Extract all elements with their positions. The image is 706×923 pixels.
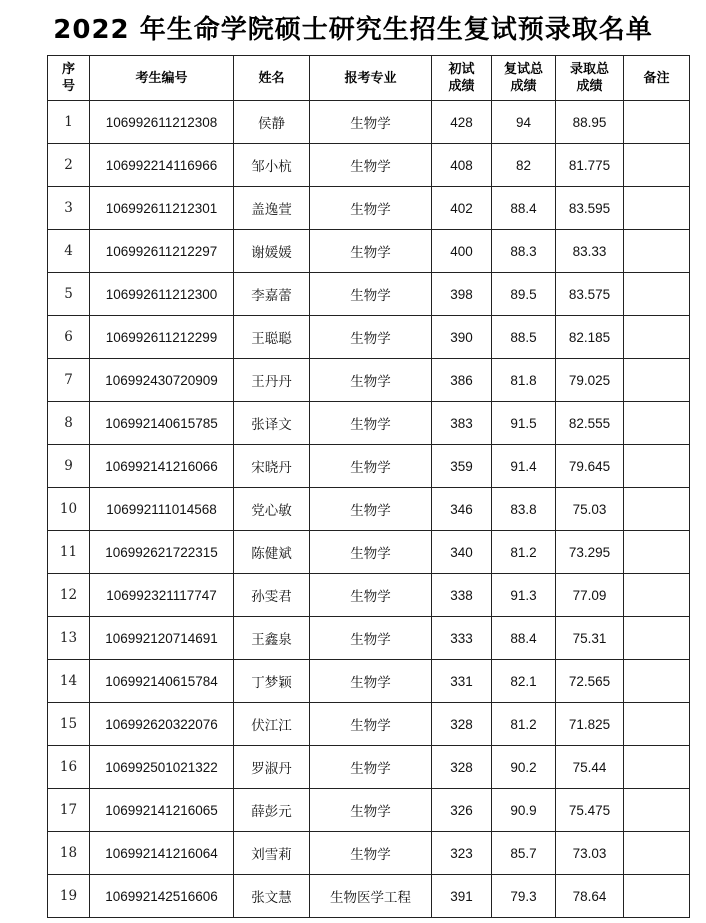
- cell-seq: 14: [48, 660, 90, 703]
- cell-retest-score: 90.9: [492, 789, 556, 832]
- cell-major: 生物学: [310, 230, 432, 273]
- cell-retest-score: 94: [492, 101, 556, 144]
- table-row: [48, 660, 690, 703]
- cell-seq: 15: [48, 703, 90, 746]
- cell-seq: 17: [48, 789, 90, 832]
- cell-final-score: 82.555: [556, 402, 624, 445]
- header-major-label: 报考专业: [344, 70, 397, 86]
- cell-final-score: 79.645: [556, 445, 624, 488]
- cell-retest-score: 88.4: [492, 187, 556, 230]
- header-retest-line-1: 复试总: [503, 62, 543, 77]
- cell-name: 王鑫泉: [234, 617, 310, 660]
- cell-remarks: [624, 187, 690, 230]
- cell-major: 生物学: [310, 746, 432, 789]
- cell-major: 生物学: [310, 574, 432, 617]
- cell-major: 生物学: [310, 445, 432, 488]
- cell-name: 刘雪莉: [234, 832, 310, 875]
- cell-name: 陈健斌: [234, 531, 310, 574]
- cell-remarks: [624, 101, 690, 144]
- cell-major: 生物学: [310, 703, 432, 746]
- header-name: [234, 56, 310, 101]
- cell-retest-score: 89.5: [492, 273, 556, 316]
- table-row: [48, 316, 690, 359]
- cell-final-score: 71.825: [556, 703, 624, 746]
- cell-initial-score: 346: [432, 488, 492, 531]
- header-exam-id: [90, 56, 234, 101]
- header-initial-line-1: 初试: [448, 62, 475, 77]
- cell-retest-score: 83.8: [492, 488, 556, 531]
- cell-seq: 7: [48, 359, 90, 402]
- header-retest-score: [492, 56, 556, 101]
- cell-major: 生物学: [310, 832, 432, 875]
- cell-retest-score: 88.3: [492, 230, 556, 273]
- cell-major: 生物学: [310, 617, 432, 660]
- header-initial-score: [432, 56, 492, 101]
- cell-seq: 3: [48, 187, 90, 230]
- cell-seq: 19: [48, 875, 90, 918]
- cell-name: 邹小杭: [234, 144, 310, 187]
- header-seq-line-1: 序: [61, 62, 75, 77]
- cell-exam-id: 106992214116966: [90, 144, 234, 187]
- cell-initial-score: 391: [432, 875, 492, 918]
- cell-exam-id: 106992620322076: [90, 703, 234, 746]
- header-name-label: 姓名: [258, 70, 285, 86]
- table-row: [48, 187, 690, 230]
- cell-retest-score: 81.2: [492, 703, 556, 746]
- cell-major: 生物学: [310, 660, 432, 703]
- cell-retest-score: 90.2: [492, 746, 556, 789]
- table-row: [48, 746, 690, 789]
- cell-retest-score: 82.1: [492, 660, 556, 703]
- cell-name: 王聪聪: [234, 316, 310, 359]
- cell-exam-id: 106992111014568: [90, 488, 234, 531]
- cell-remarks: [624, 316, 690, 359]
- table-row: [48, 832, 690, 875]
- header-remarks-label: 备注: [643, 70, 670, 86]
- cell-major: 生物学: [310, 144, 432, 187]
- cell-initial-score: 331: [432, 660, 492, 703]
- cell-initial-score: 323: [432, 832, 492, 875]
- cell-remarks: [624, 144, 690, 187]
- header-final-score: [556, 56, 624, 101]
- cell-exam-id: 106992611212300: [90, 273, 234, 316]
- cell-seq: 16: [48, 746, 90, 789]
- page-title: 2022 年生命学院硕士研究生招生复试预录取名单: [53, 15, 653, 45]
- cell-final-score: 72.565: [556, 660, 624, 703]
- table-row: [48, 273, 690, 316]
- cell-initial-score: 408: [432, 144, 492, 187]
- cell-initial-score: 340: [432, 531, 492, 574]
- cell-remarks: [624, 531, 690, 574]
- cell-name: 党心敏: [234, 488, 310, 531]
- table-row: [48, 789, 690, 832]
- table-body: [48, 101, 690, 918]
- cell-retest-score: 81.2: [492, 531, 556, 574]
- cell-seq: 12: [48, 574, 90, 617]
- cell-initial-score: 383: [432, 402, 492, 445]
- cell-remarks: [624, 789, 690, 832]
- header-retest-line-2: 成绩: [510, 79, 537, 94]
- cell-major: 生物学: [310, 101, 432, 144]
- cell-final-score: 75.03: [556, 488, 624, 531]
- table-row: [48, 230, 690, 273]
- table-row: [48, 703, 690, 746]
- header-major: [310, 56, 432, 101]
- cell-final-score: 83.575: [556, 273, 624, 316]
- cell-exam-id: 106992140615784: [90, 660, 234, 703]
- cell-exam-id: 106992430720909: [90, 359, 234, 402]
- cell-final-score: 73.03: [556, 832, 624, 875]
- cell-remarks: [624, 875, 690, 918]
- cell-initial-score: 338: [432, 574, 492, 617]
- table-header: [48, 56, 690, 101]
- header-seq-line-2: 号: [61, 79, 75, 94]
- table-row: [48, 488, 690, 531]
- cell-seq: 9: [48, 445, 90, 488]
- cell-major: 生物学: [310, 316, 432, 359]
- header-final-line-1: 录取总: [569, 62, 609, 77]
- cell-seq: 5: [48, 273, 90, 316]
- cell-retest-score: 91.5: [492, 402, 556, 445]
- cell-initial-score: 386: [432, 359, 492, 402]
- cell-initial-score: 359: [432, 445, 492, 488]
- cell-final-score: 77.09: [556, 574, 624, 617]
- cell-exam-id: 106992611212297: [90, 230, 234, 273]
- cell-remarks: [624, 617, 690, 660]
- header-exam-id-label: 考生编号: [135, 70, 188, 86]
- cell-initial-score: 328: [432, 703, 492, 746]
- cell-major: 生物医学工程: [310, 875, 432, 918]
- table-row: [48, 359, 690, 402]
- cell-major: 生物学: [310, 531, 432, 574]
- cell-retest-score: 81.8: [492, 359, 556, 402]
- cell-final-score: 75.44: [556, 746, 624, 789]
- table-row: [48, 531, 690, 574]
- table-row: [48, 875, 690, 918]
- header-row: [48, 56, 690, 101]
- cell-final-score: 75.31: [556, 617, 624, 660]
- cell-final-score: 78.64: [556, 875, 624, 918]
- cell-seq: 18: [48, 832, 90, 875]
- cell-name: 李嘉蕾: [234, 273, 310, 316]
- header-remarks: [624, 56, 690, 101]
- cell-exam-id: 106992140615785: [90, 402, 234, 445]
- cell-seq: 11: [48, 531, 90, 574]
- cell-exam-id: 106992611212301: [90, 187, 234, 230]
- cell-remarks: [624, 660, 690, 703]
- cell-major: 生物学: [310, 273, 432, 316]
- cell-remarks: [624, 273, 690, 316]
- cell-exam-id: 106992321117747: [90, 574, 234, 617]
- cell-remarks: [624, 488, 690, 531]
- cell-retest-score: 82: [492, 144, 556, 187]
- cell-seq: 4: [48, 230, 90, 273]
- header-initial-line-2: 成绩: [448, 79, 475, 94]
- cell-name: 伏江江: [234, 703, 310, 746]
- cell-initial-score: 398: [432, 273, 492, 316]
- cell-exam-id: 106992141216066: [90, 445, 234, 488]
- cell-retest-score: 79.3: [492, 875, 556, 918]
- cell-name: 薛彭元: [234, 789, 310, 832]
- table-row: [48, 445, 690, 488]
- cell-retest-score: 91.3: [492, 574, 556, 617]
- cell-final-score: 75.475: [556, 789, 624, 832]
- cell-initial-score: 333: [432, 617, 492, 660]
- cell-exam-id: 106992501021322: [90, 746, 234, 789]
- cell-final-score: 73.295: [556, 531, 624, 574]
- cell-exam-id: 106992611212299: [90, 316, 234, 359]
- cell-final-score: 83.33: [556, 230, 624, 273]
- cell-remarks: [624, 574, 690, 617]
- cell-final-score: 79.025: [556, 359, 624, 402]
- cell-final-score: 88.95: [556, 101, 624, 144]
- cell-remarks: [624, 359, 690, 402]
- cell-initial-score: 390: [432, 316, 492, 359]
- table-row: [48, 574, 690, 617]
- cell-name: 丁梦颖: [234, 660, 310, 703]
- cell-exam-id: 106992141216064: [90, 832, 234, 875]
- cell-seq: 13: [48, 617, 90, 660]
- cell-seq: 2: [48, 144, 90, 187]
- cell-major: 生物学: [310, 359, 432, 402]
- cell-remarks: [624, 832, 690, 875]
- cell-seq: 6: [48, 316, 90, 359]
- table-row: [48, 144, 690, 187]
- cell-exam-id: 106992141216065: [90, 789, 234, 832]
- cell-exam-id: 106992120714691: [90, 617, 234, 660]
- cell-exam-id: 106992621722315: [90, 531, 234, 574]
- cell-initial-score: 400: [432, 230, 492, 273]
- cell-final-score: 81.775: [556, 144, 624, 187]
- cell-major: 生物学: [310, 488, 432, 531]
- cell-name: 罗淑丹: [234, 746, 310, 789]
- cell-name: 谢媛媛: [234, 230, 310, 273]
- cell-name: 王丹丹: [234, 359, 310, 402]
- cell-remarks: [624, 746, 690, 789]
- table-row: [48, 617, 690, 660]
- cell-initial-score: 428: [432, 101, 492, 144]
- cell-name: 宋晓丹: [234, 445, 310, 488]
- cell-major: 生物学: [310, 789, 432, 832]
- cell-seq: 1: [48, 101, 90, 144]
- cell-initial-score: 402: [432, 187, 492, 230]
- cell-initial-score: 328: [432, 746, 492, 789]
- cell-name: 张文慧: [234, 875, 310, 918]
- cell-remarks: [624, 703, 690, 746]
- cell-major: 生物学: [310, 187, 432, 230]
- cell-retest-score: 88.4: [492, 617, 556, 660]
- cell-retest-score: 91.4: [492, 445, 556, 488]
- cell-major: 生物学: [310, 402, 432, 445]
- cell-initial-score: 326: [432, 789, 492, 832]
- cell-retest-score: 85.7: [492, 832, 556, 875]
- cell-final-score: 83.595: [556, 187, 624, 230]
- cell-remarks: [624, 402, 690, 445]
- cell-name: 张译文: [234, 402, 310, 445]
- header-final-line-2: 成绩: [576, 79, 603, 94]
- admission-table: [47, 55, 690, 918]
- cell-remarks: [624, 230, 690, 273]
- header-seq: [48, 56, 90, 101]
- table-row: [48, 101, 690, 144]
- cell-final-score: 82.185: [556, 316, 624, 359]
- cell-name: 侯静: [234, 101, 310, 144]
- cell-seq: 8: [48, 402, 90, 445]
- cell-remarks: [624, 445, 690, 488]
- cell-name: 孙雯君: [234, 574, 310, 617]
- cell-retest-score: 88.5: [492, 316, 556, 359]
- cell-exam-id: 106992142516606: [90, 875, 234, 918]
- table-row: [48, 402, 690, 445]
- cell-name: 盖逸萱: [234, 187, 310, 230]
- cell-seq: 10: [48, 488, 90, 531]
- cell-exam-id: 106992611212308: [90, 101, 234, 144]
